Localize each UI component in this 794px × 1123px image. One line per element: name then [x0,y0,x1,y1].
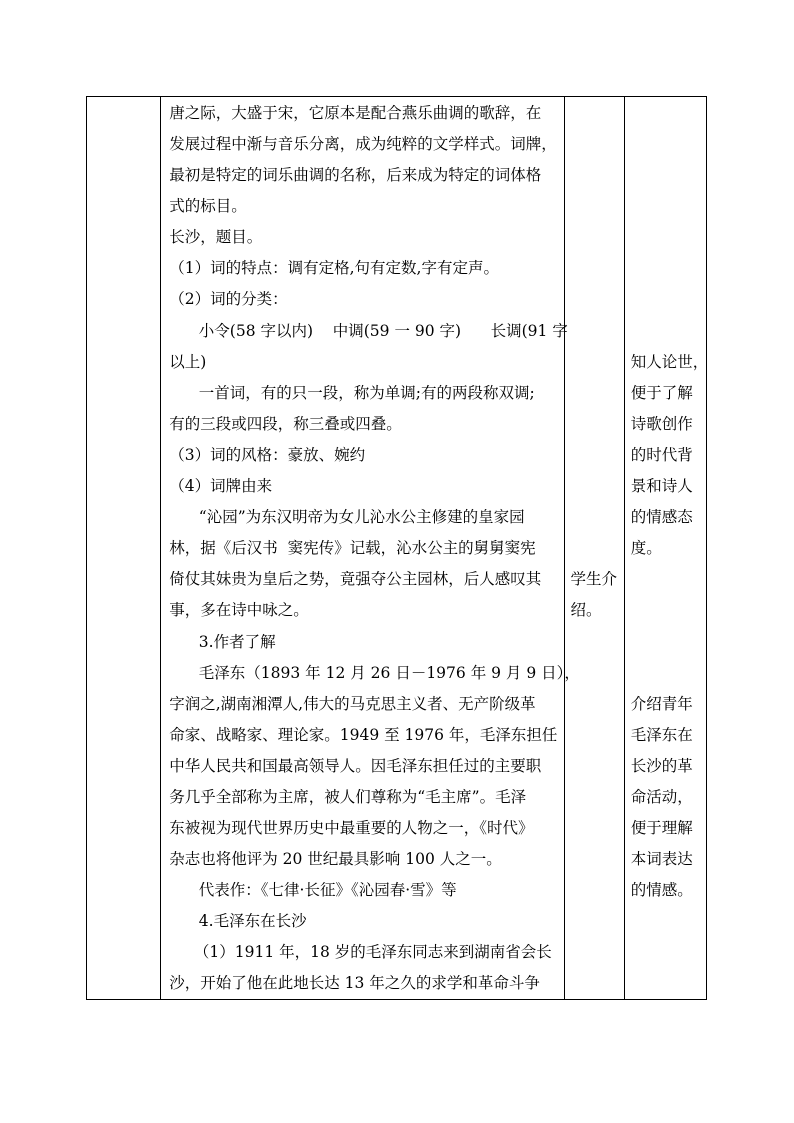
intent-line: 便于理解 [630,819,693,837]
design-intent-text [625,97,709,999]
intent-line: 的时代背 [630,446,693,464]
content-line: 倚仗其妹贵为皇后之势，竟强夺公主园林，后人感叹其 [169,570,542,588]
content-line: （1）词的特点：调有定格,句有定数,字有定声。 [169,259,499,277]
content-line: 中华人民共和国最高领导人。因毛泽东担任过的主要职 [169,757,542,775]
content-line: 唐之际，大盛于宋，它原本是配合燕乐曲调的歌辞，在 [169,104,542,122]
stage-cell [87,97,161,1000]
content-line: 杂志也将他评为 20 世纪最具影响 100 人之一。 [169,850,502,868]
content-line: （4）词牌由来 [169,477,273,495]
content-line: “沁园”为东汉明帝为女儿沁水公主修建的皇家园 [169,508,525,526]
activity-line: 学生介 [570,570,618,588]
content-line: （1）1911 年，18 岁的毛泽东同志来到湖南省会长 [169,943,552,961]
content-line: （2）词的分类： [169,290,288,308]
content-line: 有的三段或四段，称三叠或四叠。 [169,415,402,433]
student-activity-cell [564,97,624,1000]
content-line: 最初是特定的词乐曲调的名称，后来成为特定的词体格 [169,166,542,184]
content-line: 一首词，有的只一段，称为单调;有的两段称双调; [169,384,535,402]
activity-line: 绍。 [570,601,602,619]
content-line: 以上) [169,353,207,371]
content-line: 式的标目。 [169,197,247,215]
content-line: 事，多在诗中咏之。 [169,601,309,619]
content-text [161,97,580,999]
student-activity-text [565,97,624,999]
intent-line: 本词表达 [630,850,693,868]
content-line: 代表作：《七律·长征》《沁园春·雪》等 [169,881,457,899]
intent-line: 度。 [630,539,662,557]
intent-line: 景和诗人 [630,477,693,495]
intent-line: 诗歌创作 [630,415,693,433]
intent-line: 知人论世， [630,353,709,371]
content-line: 长沙，题目。 [169,228,263,246]
content-line: 4.毛泽东在长沙 [169,912,307,930]
content-line: 3.作者了解 [169,633,276,651]
content-line: 小令(58 字以内) 中调(59 一 90 字) 长调(91 字 [169,322,568,340]
intent-line: 的情感态 [630,508,693,526]
table-row [87,97,707,1000]
content-line: 字润之,湖南湘潭人,伟大的马克思主义者、无产阶级革 [169,695,536,713]
content-line: 发展过程中渐与音乐分离，成为纯粹的文学样式。词牌， [169,135,557,153]
content-line: 沙，开始了他在此地长达 13 年之久的求学和革命斗争 [169,974,540,992]
content-line: 务几乎全部称为主席，被人们尊称为“毛主席”。毛泽 [169,788,527,806]
intent-line: 便于了解 [630,384,693,402]
intent-line: 介绍青年 [630,695,693,713]
content-line: （3）词的风格：豪放、婉约 [169,446,366,464]
content-line: 命家、战略家、理论家。1949 至 1976 年，毛泽东担任 [169,726,558,744]
design-intent-cell [624,97,709,1000]
content-line: 毛泽东（1893 年 12 月 26 日－1976 年 9 月 9 日）， [169,664,580,682]
lesson-table [86,96,707,1000]
intent-line: 毛泽东在 [630,726,693,744]
content-line: 林，据《后汉书 窦宪传》记载，沁水公主的舅舅窦宪 [169,539,536,557]
content-cell [161,97,580,1000]
content-line: 东被视为现代世界历史中最重要的人物之一，《时代》 [169,819,534,837]
intent-line: 命活动， [630,788,693,806]
intent-line: 的情感。 [630,881,693,899]
intent-line: 长沙的革 [630,757,693,775]
